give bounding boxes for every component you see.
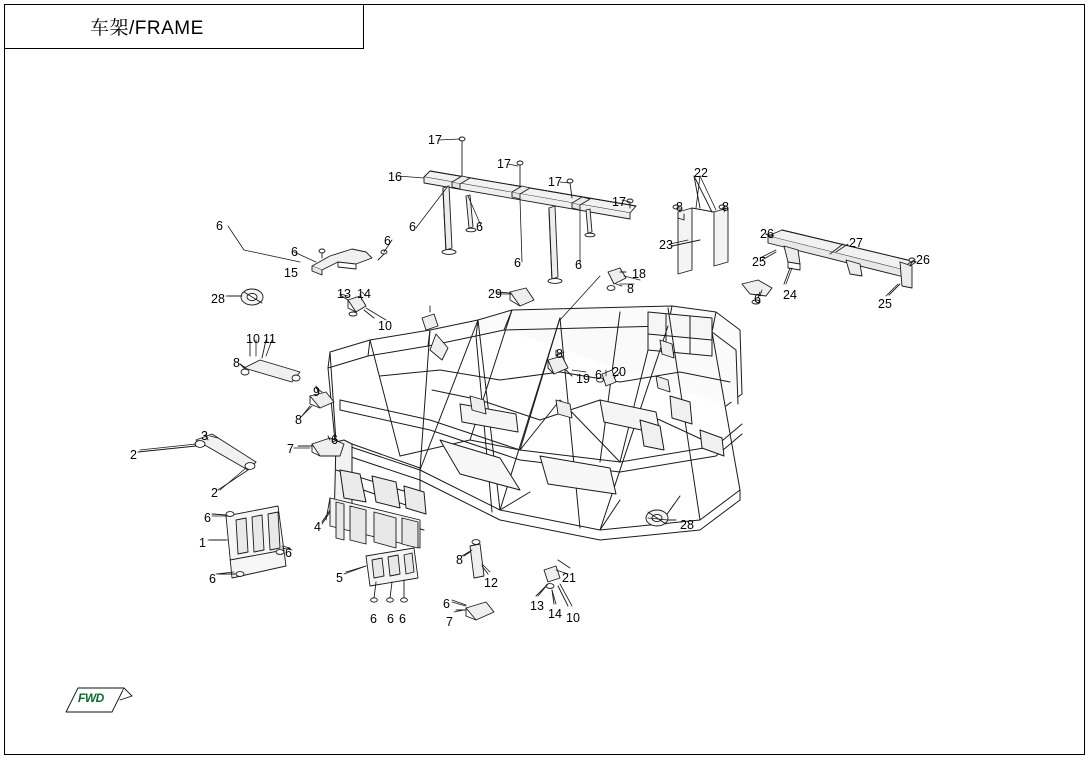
callout-8: 8: [295, 413, 302, 427]
callout-6: 6: [209, 572, 216, 586]
callout-7: 7: [287, 442, 294, 456]
callout-12: 12: [484, 576, 498, 590]
callout-27: 27: [849, 236, 863, 250]
callout-8: 8: [233, 356, 240, 370]
callout-21: 21: [562, 571, 576, 585]
callout-6: 6: [291, 245, 298, 259]
callout-10: 10: [378, 319, 392, 333]
callout-17: 17: [428, 133, 442, 147]
callout-26: 26: [760, 227, 774, 241]
callout-1: 1: [199, 536, 206, 550]
callout-6: 6: [387, 612, 394, 626]
callout-17: 17: [548, 175, 562, 189]
callout-13: 13: [530, 599, 544, 613]
callout-8: 8: [722, 200, 729, 214]
callout-6: 6: [575, 258, 582, 272]
callout-6: 6: [216, 219, 223, 233]
callout-3: 3: [201, 429, 208, 443]
callout-14: 14: [548, 607, 562, 621]
callout-15: 15: [284, 266, 298, 280]
main-chassis-frame: [328, 306, 742, 546]
callout-6: 6: [331, 433, 338, 447]
callout-11: 11: [263, 332, 276, 346]
callout-10: 10: [246, 332, 260, 346]
callout-20: 20: [612, 365, 626, 379]
callout-6: 6: [285, 546, 292, 560]
callout-28: 28: [211, 292, 225, 306]
callout-6: 6: [204, 511, 211, 525]
callout-25: 25: [752, 255, 766, 269]
callout-6: 6: [595, 368, 602, 382]
callout-6: 6: [384, 234, 391, 248]
callout-17: 17: [612, 195, 626, 209]
callout-6: 6: [409, 220, 416, 234]
callout-4: 4: [314, 520, 321, 534]
bracket-15: [312, 249, 387, 275]
fwd-badge-label: FWD: [78, 691, 104, 705]
callout-17: 17: [497, 157, 511, 171]
callout-28: 28: [680, 518, 694, 532]
callout-9: 9: [313, 385, 320, 399]
callout-24: 24: [783, 288, 797, 302]
callout-6: 6: [754, 292, 761, 306]
callout-7: 7: [446, 615, 453, 629]
callout-6: 6: [443, 597, 450, 611]
callout-19: 19: [576, 372, 590, 386]
callout-2: 2: [130, 448, 137, 462]
roof-crossmember-assembly: [424, 137, 636, 283]
callout-6: 6: [514, 256, 521, 270]
callout-29: 29: [488, 287, 502, 301]
callout-6: 6: [476, 220, 483, 234]
callout-23: 23: [659, 238, 673, 252]
callout-8: 8: [556, 347, 563, 361]
callout-22: 22: [694, 166, 708, 180]
callout-2: 2: [211, 486, 218, 500]
callout-6: 6: [399, 612, 406, 626]
callout-14: 14: [357, 287, 371, 301]
callout-16: 16: [388, 170, 402, 184]
callout-18: 18: [632, 267, 646, 281]
callout-8: 8: [456, 553, 463, 567]
callout-6: 6: [370, 612, 377, 626]
callout-13: 13: [337, 287, 351, 301]
callout-8: 8: [627, 282, 634, 296]
callout-25: 25: [878, 297, 892, 311]
bracket-22-23: [673, 176, 728, 274]
callout-5: 5: [336, 571, 343, 585]
page-title: 车架/FRAME: [90, 17, 204, 39]
callout-8: 8: [676, 200, 683, 214]
callout-10: 10: [566, 611, 580, 625]
callout-26: 26: [916, 253, 930, 267]
